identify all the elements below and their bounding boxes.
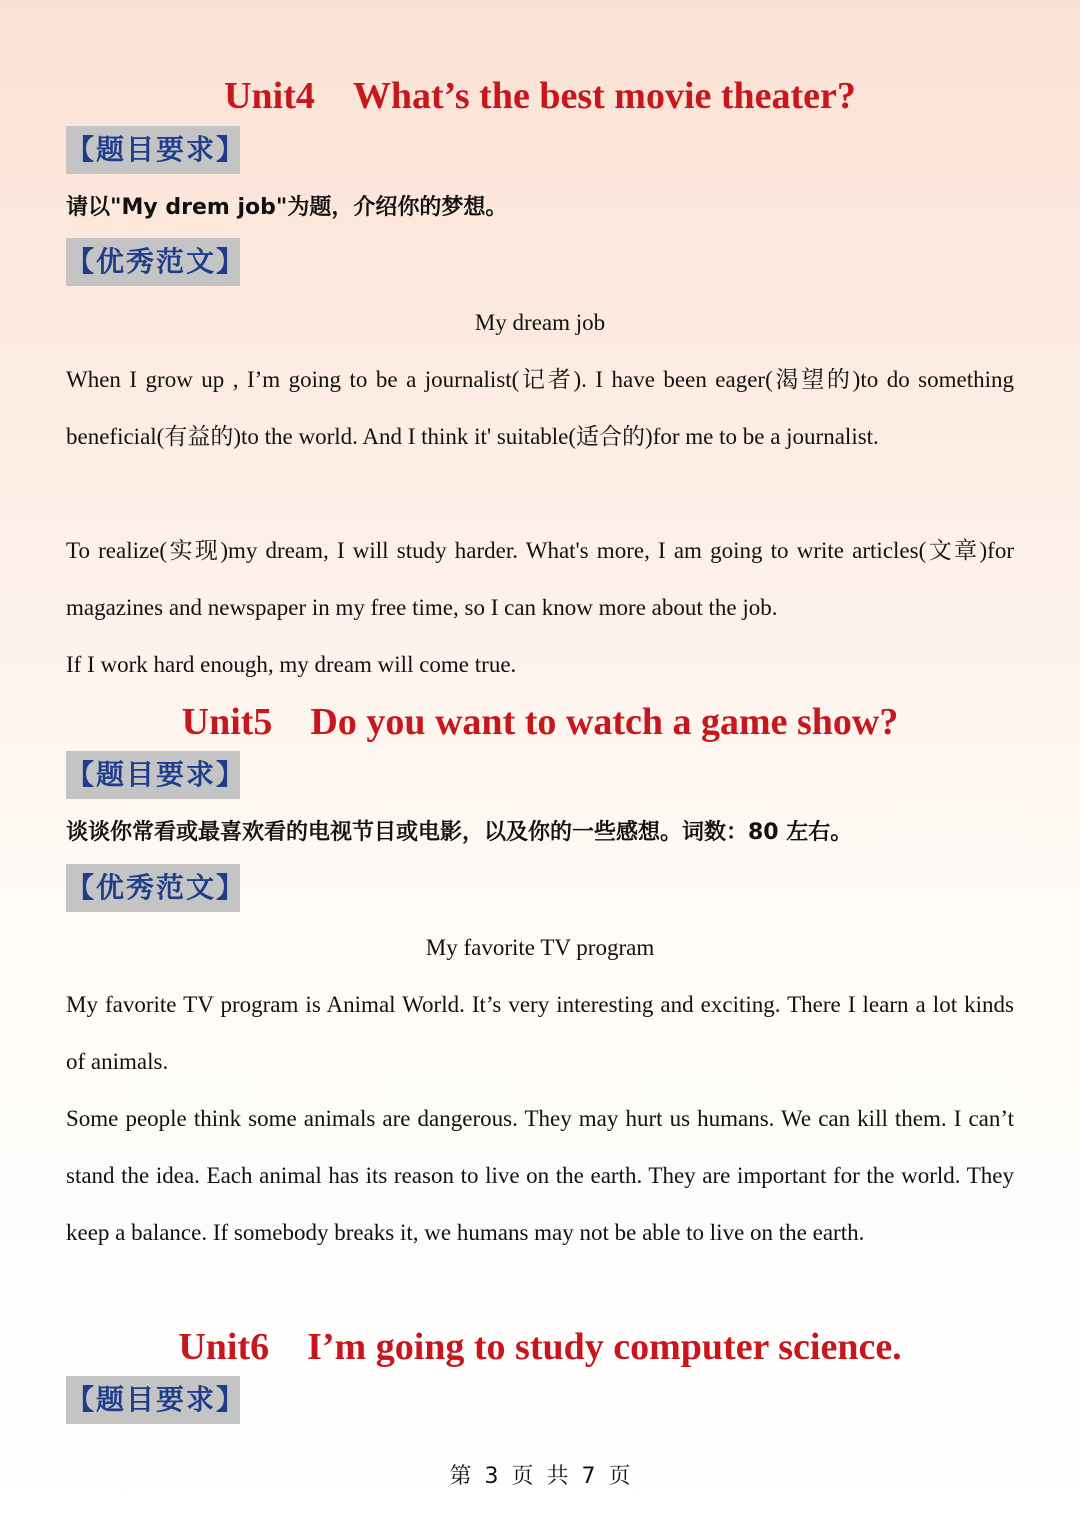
unit4-paragraph-3: If I work hard enough, my dream will come true. [66,652,517,677]
unit6-title: Unit6 I’m going to study computer science. [178,1326,902,1368]
unit4-paragraph-1: When I grow up , I’m going to be a journalist(记者). I have been eager(渴望的)to do something beneficial(有益的)to the world. And I think it' suitable(适合的)for me to be a journalist. [66,367,1014,449]
unit4-sample-tag: 【优秀范文】 [66,238,240,286]
unit4-paragraph-2: To realize(实现)my dream, I will study harder. What's more, I am going to write articles(文章)for magazines and newspaper in my free time, so I can know more about the job. [66,538,1014,620]
unit5-prompt: 谈谈你常看或最喜欢看的电视节目或电影，以及你的一些感想。词数：80 左右。 [66,820,853,845]
unit5-paragraph-2: Some people think some animals are dangerous. They may hurt us humans. We can kill them. I can’t stand the idea. Each animal has its reason to live on the earth. They are important for the world. They keep a balance. If somebody breaks it, we humans may not be able to live on the earth. [66,1106,1014,1245]
unit5-title: Unit5 Do you want to watch a game show? [181,701,899,743]
unit5-requirement-tag: 【题目要求】 [66,751,240,799]
unit4-essay-title: My dream job [474,310,606,335]
unit5-sample-tag: 【优秀范文】 [66,864,240,912]
unit6-requirement-tag: 【题目要求】 [66,1376,240,1424]
page-number-footer: 第 3 页 共 7 页 [449,1464,631,1489]
unit4-requirement-tag: 【题目要求】 [66,126,240,174]
unit4-prompt: 请以"My drem job"为题，介绍你的梦想。 [66,195,508,220]
unit4-title: Unit4 What’s the best movie theater? [224,75,856,117]
unit5-essay-title: My favorite TV program [425,935,655,960]
unit5-paragraph-1: My favorite TV program is Animal World. It’s very interesting and exciting. There I learn a lot kinds of animals. [66,992,1014,1074]
